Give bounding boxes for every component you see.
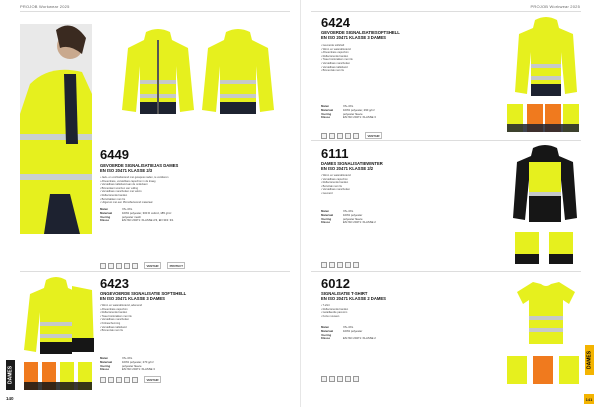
specs-6012	[321, 326, 501, 341]
product-6423-colorways	[20, 358, 96, 392]
page-number-left: 140	[6, 396, 14, 401]
iron-icon	[124, 377, 130, 383]
feature-item: • Gevoerd	[321, 191, 333, 195]
feature-item: • Borstzak met rits	[321, 184, 342, 188]
spec-row: Klasse EN ISO 20471: KLASSE 3	[100, 367, 155, 372]
bleach-icon	[108, 377, 114, 383]
feature-item: • Reflecterende banden	[321, 54, 349, 58]
feature-item: • Uitgerust met een 3M-reflecterend materiaal	[100, 201, 153, 205]
feature-item: • Verstelbare tailleband aan de onderkant	[100, 183, 148, 187]
feature-item: • T-shirt	[321, 304, 330, 307]
features-6449	[100, 176, 280, 205]
care-icons-6449	[100, 262, 185, 269]
feature-item: • Afneembare capuchon	[321, 51, 349, 55]
spec-row: Voering polyester fleece	[321, 216, 363, 221]
features-6012	[321, 304, 501, 318]
page-header-right: PROJOB Workwear 2025	[530, 4, 580, 9]
subtitle-6424-line1: GEVOERDE SIGNALISATIESOFTSHELL	[321, 30, 400, 35]
model-number-6012: 6012	[321, 276, 350, 291]
feature-item: • Jack- en vochtafstotend met getapete naden, te ventileren	[100, 176, 169, 179]
spec-row: Materiaal 100% polyester	[321, 212, 363, 217]
care-icons-6111	[321, 262, 359, 268]
product-6424-front	[511, 16, 581, 98]
tumble-dry-icon	[337, 262, 343, 268]
wash-icon	[100, 263, 106, 269]
feature-item: • Reflecterende banden	[321, 307, 349, 311]
page-number-right: 141	[584, 394, 594, 404]
care-icons-6012	[321, 376, 359, 382]
feature-item: • Reflecterende banden	[100, 193, 128, 197]
spec-row: Klasse EN ISO 20471: KLASSE 3	[321, 115, 376, 120]
spec-row: Klasse EN ISO 20471: KLASSE 2/3, EN 343: 3/1	[100, 218, 174, 223]
feature-item: • Verstelbare manchetten met velcro	[100, 190, 142, 194]
model-number-6424: 6424	[321, 15, 350, 30]
specs-6423	[100, 357, 290, 372]
section-divider	[311, 271, 581, 272]
tumble-dry-icon	[116, 377, 122, 383]
bleach-icon	[108, 263, 114, 269]
subtitle-6111-line1: DAMES SIGNALISATIEWINTER	[321, 161, 383, 166]
specs-6111	[321, 210, 501, 225]
dry-clean-icon	[353, 376, 359, 382]
subtitle-6449-line2: EN ISO 20471 KLASSE 2/3	[100, 168, 153, 173]
spec-row: Materiaal 100% polyester, 270 g/m²	[100, 359, 154, 364]
spec-row: Materiaal 100% polyester, 300 D oxford, 185 g/m²	[100, 210, 172, 215]
spec-row: Maten XS–3XL	[321, 209, 354, 213]
spec-row: Materiaal 100% polyester	[321, 328, 363, 333]
iron-icon	[345, 262, 351, 268]
feature-item: • Kinbescherming	[100, 321, 121, 325]
tumble-dry-icon	[337, 376, 343, 382]
subtitle-6423-line2: EN ISO 20471 KLASSE 3 DAMES	[100, 296, 165, 301]
spec-row: Voering polyester fleece	[100, 363, 142, 368]
subtitle-6424-line2: EN ISO 20471 KLASSE 3 DAMES	[321, 35, 386, 40]
care-icons-6424	[321, 132, 382, 139]
product-6012-colorways	[505, 352, 581, 388]
header-divider	[20, 11, 290, 12]
subtitle-6449-line1: GEVOERDE SIGNALISATIEJAS DAMES	[100, 163, 179, 168]
subtitle-6423-line1: ONGEVOERDE SIGNALISATIE SOFTSHELL	[100, 291, 187, 296]
feature-item: • Wind- en waterafstotend	[321, 174, 351, 177]
spec-row: Maten XS–3XL	[100, 207, 133, 211]
subtitle-6111-line2: EN ISO 20471 KLASSE 2/2	[321, 166, 374, 171]
features-6423	[100, 304, 280, 333]
feature-item: • Verstelbare manchetten	[321, 188, 351, 192]
feature-item: • Verstelbare manchetten	[100, 318, 130, 322]
spec-row: Voering polyester fleece	[321, 111, 363, 116]
product-6449-front	[118, 26, 198, 116]
feature-item: • Getailleerde pasvorm	[321, 311, 348, 315]
feature-item: • Korte mouwen	[321, 314, 340, 318]
specs-6424	[321, 105, 501, 120]
spec-row: Voering	[321, 332, 332, 337]
model-photo-6449	[20, 24, 92, 234]
spec-row: Maten XS–3XL	[321, 325, 354, 329]
specs-6449	[100, 208, 290, 223]
iron-icon	[345, 376, 351, 382]
bleach-icon	[329, 133, 335, 139]
product-6111-variants	[509, 228, 581, 268]
features-6424	[321, 44, 501, 73]
dry-clean-icon	[353, 262, 359, 268]
wash-icon	[321, 376, 327, 382]
section-tab-right: DAMES	[585, 345, 594, 375]
feature-item: • Reflecterende banden	[100, 311, 128, 315]
care-icons-6423	[100, 376, 161, 383]
product-6424-colorways	[505, 100, 581, 136]
model-number-6111: 6111	[321, 146, 349, 161]
page-header-left: PROJOB Workwear 2025	[20, 4, 70, 9]
header-divider	[311, 11, 581, 12]
dry-clean-icon	[132, 377, 138, 383]
bleach-icon	[329, 262, 335, 268]
spec-row: Maten XS–3XL	[321, 104, 354, 108]
right-page	[300, 0, 600, 407]
feature-item: • Reflecterende banden	[321, 181, 349, 185]
section-tab-left: DAMES	[6, 360, 15, 390]
feature-item: • Binnenzak met rits	[100, 329, 123, 333]
feature-item: • Twee borstzakken met rits	[100, 314, 132, 318]
section-divider	[20, 271, 290, 272]
feature-item: • Gevoerde softshell	[321, 44, 345, 47]
bleach-icon	[329, 376, 335, 382]
feature-item: • Verstelbare manchetten	[321, 61, 351, 65]
brand-logo: VENTAIR	[144, 376, 161, 383]
iron-icon	[345, 133, 351, 139]
feature-item: • Wind- en waterafstotend	[321, 47, 351, 51]
feature-item: • Wind- en waterafstotend, ademend	[100, 304, 142, 307]
feature-item: • Afneembare capuchon	[100, 307, 128, 311]
feature-item: • Binnenzak met rits	[321, 69, 344, 73]
feature-item: • Verstelbare capuchon	[321, 177, 348, 181]
wash-icon	[321, 262, 327, 268]
product-6111-front	[509, 144, 581, 224]
feature-item: • Verstelbare tailleband	[321, 65, 348, 69]
dry-clean-icon	[353, 133, 359, 139]
feature-item: • Twee borstzakken met rits	[321, 58, 353, 62]
spec-row: Voering polyester mesh	[100, 214, 141, 219]
subtitle-6012-line2: EN ISO 20471 KLASSE 2 DAMES	[321, 296, 386, 301]
product-6423-back	[66, 276, 96, 356]
iron-icon	[124, 263, 130, 269]
spec-row: Klasse EN ISO 20471: KLASSE 2	[321, 336, 376, 341]
spec-row: Klasse EN ISO 20471: KLASSE 2	[321, 220, 376, 225]
subtitle-6012-line1: SIGNALISATIE T-SHIRT	[321, 291, 368, 296]
feature-item: • Borstzakken met rits	[100, 197, 126, 201]
dry-clean-icon	[132, 263, 138, 269]
section-divider	[311, 140, 581, 141]
brand-logo: PROTECT	[167, 262, 185, 269]
spec-row: Maten XS–3XL	[100, 356, 133, 360]
features-6111	[321, 174, 501, 196]
model-number-6423: 6423	[100, 276, 129, 291]
feature-item: • Binnenkant voorzien van vulling	[100, 186, 139, 190]
product-6449-back	[198, 26, 278, 116]
model-number-6449: 6449	[100, 147, 129, 162]
brand-logo: VENTAIR	[144, 262, 161, 269]
feature-item: • Verstelbare tailleband	[100, 325, 127, 329]
brand-logo: VENTAIR	[365, 132, 382, 139]
wash-icon	[321, 133, 327, 139]
feature-item: • Afneembare, verstelbare capuchon in de kraag	[100, 179, 156, 183]
wash-icon	[100, 377, 106, 383]
tumble-dry-icon	[116, 263, 122, 269]
product-6012-front	[511, 278, 581, 348]
tumble-dry-icon	[337, 133, 343, 139]
spec-row: Materiaal 100% polyester, 290 g/m²	[321, 107, 375, 112]
